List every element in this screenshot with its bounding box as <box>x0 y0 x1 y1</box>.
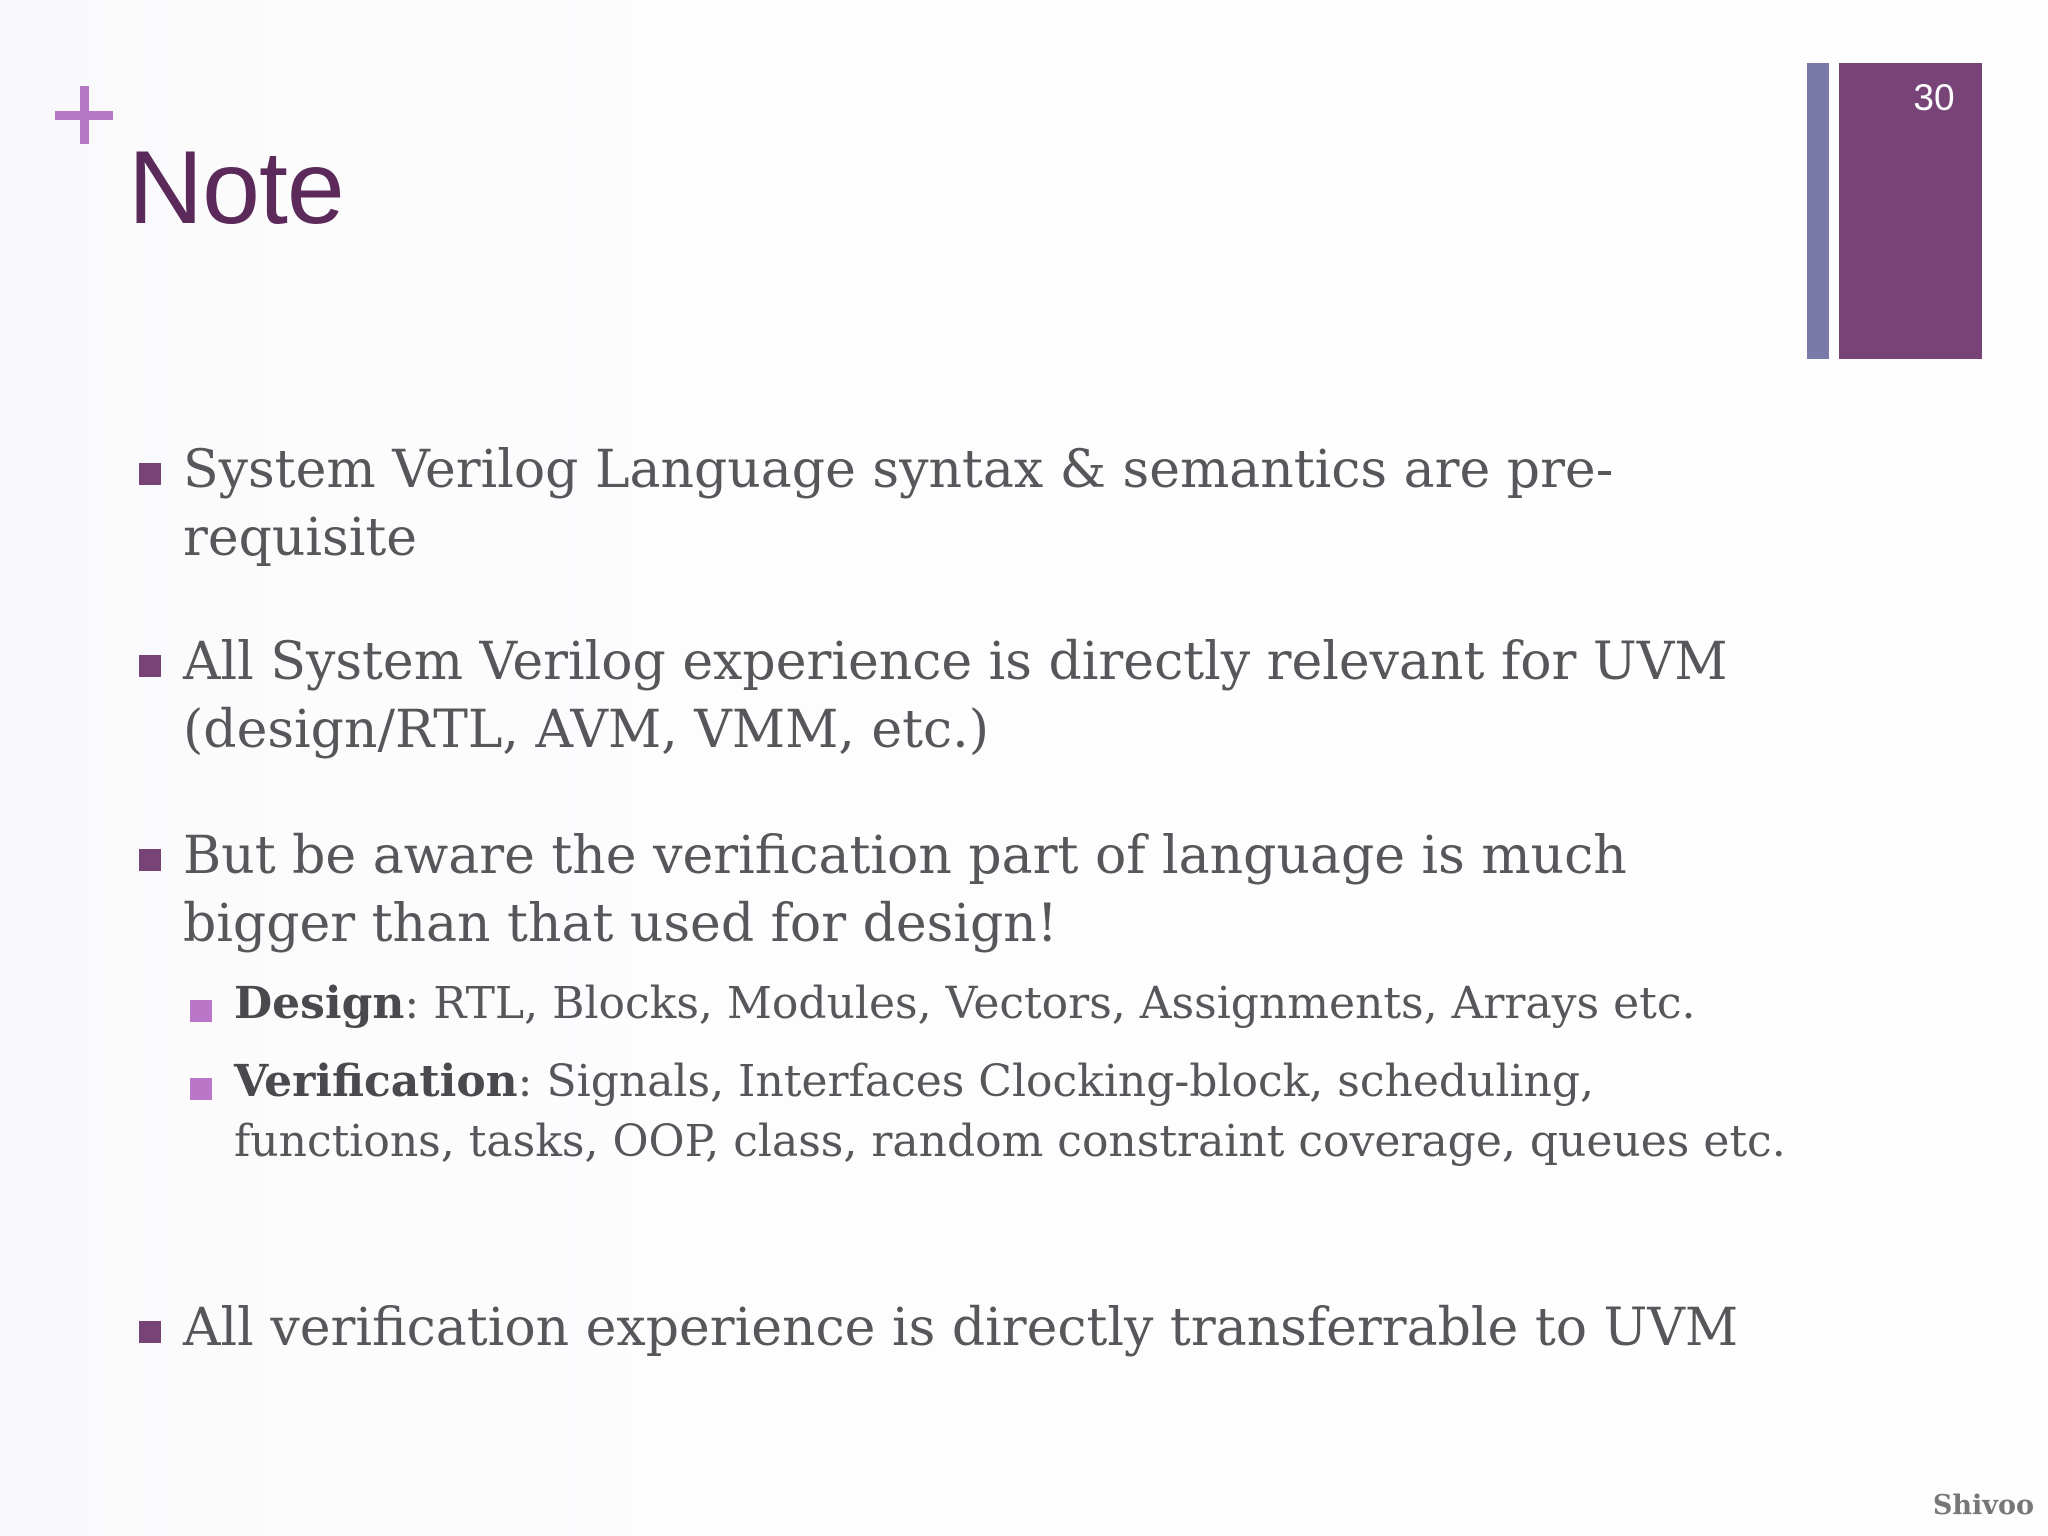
bullet-text: All verification experience is directly transferrable to UVM <box>183 1298 1739 1358</box>
sub-bullet-item <box>234 1052 1794 1172</box>
square-bullet-icon <box>139 1321 161 1343</box>
slide-title: Note <box>128 130 344 246</box>
square-bullet-icon <box>139 463 161 485</box>
sub-bullet-item <box>234 974 1794 1034</box>
bullet-item <box>183 1294 1803 1362</box>
author-credit: Shivoo <box>1932 1490 2034 1521</box>
bullet-text: But be aware the verification part of language is much bigger than that used for design! <box>183 826 1627 954</box>
square-bullet-icon <box>190 1078 212 1100</box>
bullet-item <box>183 822 1803 958</box>
bullet-text: System Verilog Language syntax & semantics are pre-requisite <box>183 440 1614 568</box>
sub-bullet-text: : RTL, Blocks, Modules, Vectors, Assignments, Arrays etc. <box>404 978 1696 1029</box>
slide-number: 30 <box>1913 77 1955 118</box>
sub-bullet-term: Verification <box>234 1056 518 1107</box>
sub-bullet-text: : Signals, Interfaces Clocking-block, scheduling, functions, tasks, OOP, class, random constraint coverage, queues etc. <box>234 1056 1786 1167</box>
bullet-text: All System Verilog experience is directly relevant for UVM (design/RTL, AVM, VMM, etc.) <box>183 632 1728 760</box>
square-bullet-icon <box>190 1000 212 1022</box>
square-bullet-icon <box>139 655 161 677</box>
square-bullet-icon <box>139 849 161 871</box>
bullet-item <box>183 628 1803 764</box>
sub-bullet-term: Design <box>234 978 405 1029</box>
bullet-item <box>183 436 1803 572</box>
